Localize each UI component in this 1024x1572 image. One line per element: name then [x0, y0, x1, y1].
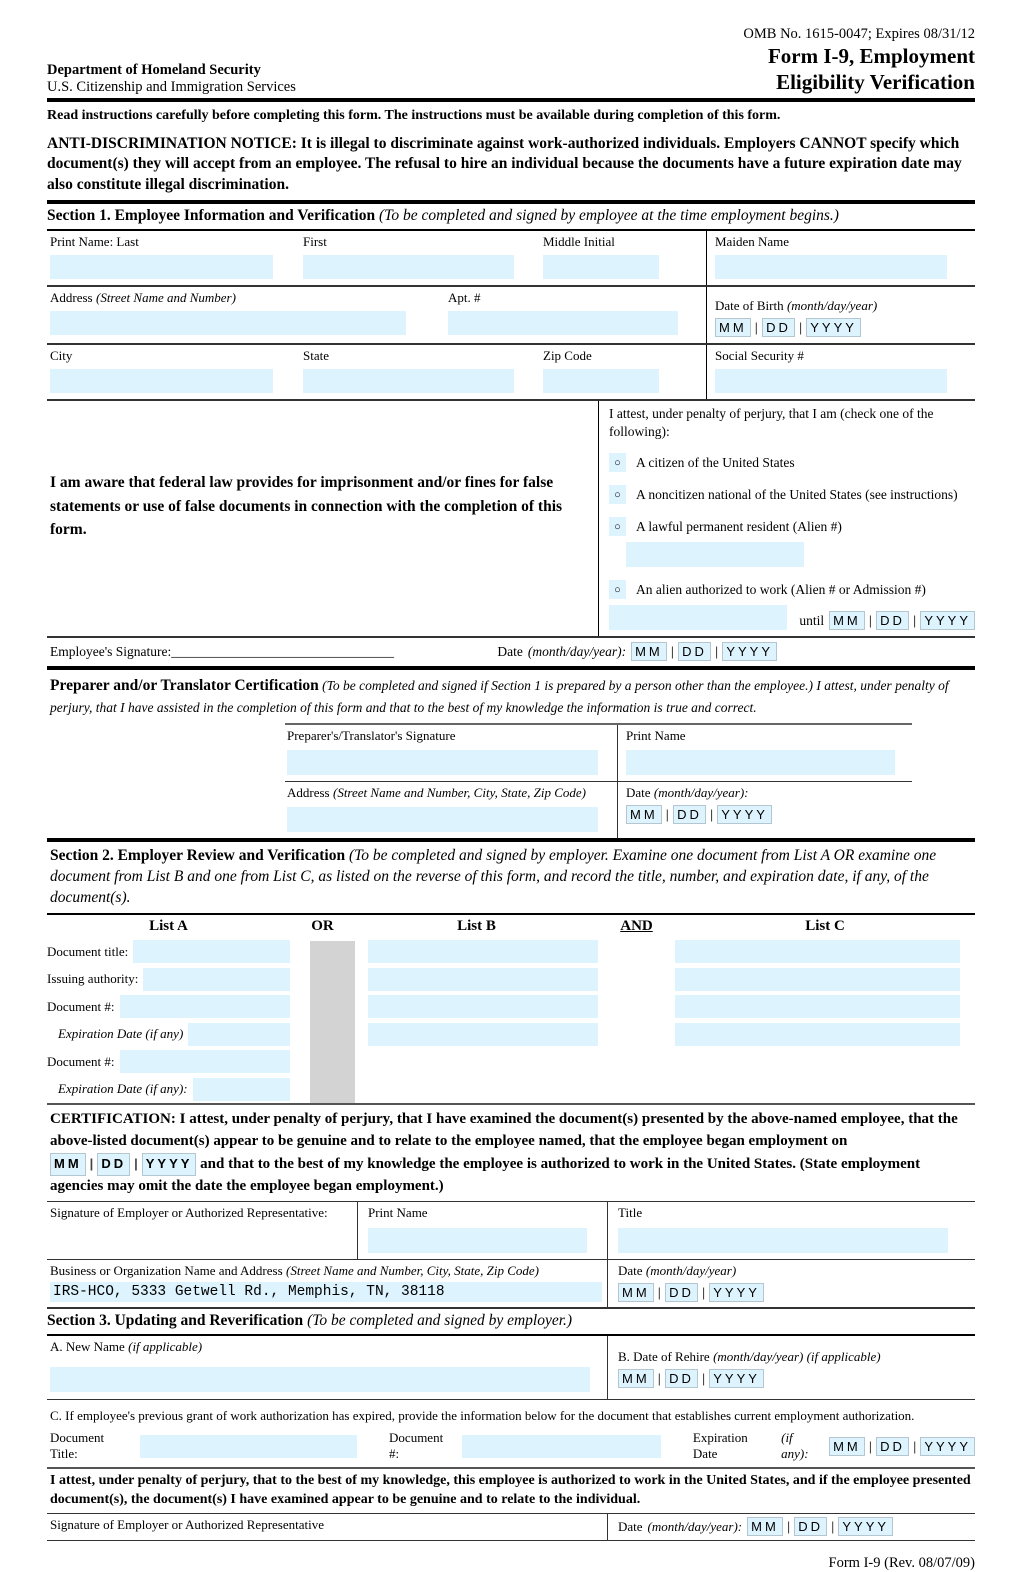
certification-text-1: CERTIFICATION: I attest, under penalty of perjury, that I have examined the document(s) presented by the above-named employee, that the above-listed document(s) appear to be genuine and to relate to the employee named, that the employee began employment on [50, 1111, 958, 1149]
list-b-document-number-field[interactable] [368, 995, 598, 1018]
list-c-document-title-field[interactable] [675, 940, 960, 963]
preparer-date-boxes[interactable]: MM | DD | YYYY [626, 805, 772, 824]
rehire-date-note: (month/day/year) (if applicable) [713, 1349, 881, 1365]
lawful-permanent-resident-radio[interactable]: ○ [609, 517, 626, 536]
address-label: Address [50, 290, 93, 306]
employer-signature-cell[interactable] [47, 1202, 357, 1259]
zip-field[interactable] [543, 369, 659, 393]
list-a-document-number-field[interactable] [120, 995, 290, 1018]
noncitizen-national-radio[interactable]: ○ [609, 485, 626, 504]
preparer-address-label: Address [287, 785, 330, 801]
section3-title-note: (To be completed and signed by employer.) [307, 1312, 573, 1330]
city-label: City [50, 348, 73, 364]
section1-title-note: (To be completed and signed by employee at the time employment begins.) [378, 207, 839, 225]
new-name-cell [47, 1336, 607, 1399]
section3-signature-row [47, 1514, 975, 1541]
attest-intro: I attest, under penalty of perjury, that I am (check one of the following): [609, 406, 934, 439]
and-header: AND [620, 918, 653, 935]
list-a-expiration-date-field[interactable] [188, 1023, 290, 1046]
employer-signature-label: Signature of Employer or Authorized Representative: [50, 1205, 328, 1221]
attestation-block [47, 401, 975, 638]
dob-date-boxes[interactable]: MM | DD | YYYY [715, 318, 861, 337]
state-label: State [303, 348, 329, 364]
middle-initial-label: Middle Initial [543, 234, 615, 250]
expiration-date2-label: Expiration Date (if any): [58, 1081, 188, 1097]
section3-date-label: Date [618, 1518, 643, 1534]
ssn-cell [706, 345, 975, 399]
employment-begin-date-boxes[interactable]: MM | DD | YYYY [50, 1153, 196, 1176]
expiration-date-label: Expiration Date (if any) [58, 1026, 184, 1042]
new-name-note: (if applicable) [128, 1339, 203, 1355]
preparer-address-field[interactable] [287, 807, 598, 832]
preparer-address-note: (Street Name and Number, City, State, Zip Code) [332, 785, 586, 801]
alien-admission-number-field[interactable] [609, 605, 787, 630]
rehire-date-label: B. Date of Rehire [618, 1349, 710, 1365]
section1-title [47, 204, 975, 231]
citizen-radio[interactable]: ○ [609, 453, 626, 472]
citizen-label: A citizen of the United States [636, 454, 795, 470]
list-c-document-number-field[interactable] [675, 995, 960, 1018]
business-name-cell [47, 1260, 607, 1307]
zip-label: Zip Code [543, 348, 592, 364]
rehire-date-cell [607, 1336, 975, 1399]
first-name-field[interactable] [303, 255, 514, 279]
list-c-expiration-date-field[interactable] [675, 1023, 960, 1046]
until-label: until [799, 612, 825, 628]
new-name-label: A. New Name [50, 1339, 125, 1355]
form-header [47, 43, 975, 102]
employee-signature-row [47, 638, 975, 670]
section3-title-text: Section 3. Updating and Reverification [47, 1312, 304, 1330]
list-b-issuing-authority-field[interactable] [368, 968, 598, 991]
last-name-label: Print Name: Last [50, 234, 139, 250]
employee-date-label: Date [497, 643, 523, 659]
exp-date-note: (if any): [781, 1430, 809, 1462]
dob-label-note: (month/day/year) [786, 298, 878, 314]
first-name-cell [300, 231, 540, 285]
doc-number-label: Document #: [389, 1430, 444, 1462]
document-number-row [47, 993, 975, 1021]
document-number2-row [47, 1048, 975, 1076]
work-until-row [609, 605, 975, 630]
federal-law-warning-cell [47, 401, 599, 636]
employer-date-note: (month/day/year) [645, 1263, 737, 1279]
employee-date-note: (month/day/year): [527, 643, 627, 659]
apt-label: Apt. # [448, 290, 481, 306]
preparer-printname-label: Print Name [626, 728, 686, 744]
city-field[interactable] [50, 369, 273, 393]
form-revision-footer: Form I-9 (Rev. 08/07/09) [828, 1555, 975, 1572]
section1-city-row [47, 345, 975, 401]
preparer-printname-field[interactable] [626, 750, 895, 775]
list-header-row [47, 918, 975, 938]
read-instructions-notice: Read instructions carefully before completing this form. The instructions must be available during completion of this form. [47, 107, 781, 123]
section2-title-note: (To be completed and signed by employer. Examine one document from List A OR examine one document from List B and one from List C, as listed on the reverse of this form, and record the title, number, and expiration date, if any, of the document(s). [50, 847, 937, 907]
preparer-address-cell [285, 782, 617, 838]
employer-date-boxes[interactable]: MM | DD | YYYY [618, 1283, 764, 1302]
business-name-note: (Street Name and Number, City, State, Zip Code) [286, 1263, 540, 1279]
middle-initial-field[interactable] [543, 255, 659, 279]
doc-title-label: Document Title: [50, 1430, 105, 1462]
employer-printname-label: Print Name [368, 1205, 428, 1221]
first-name-label: First [303, 234, 327, 250]
document-number2-label: Document #: [47, 1053, 115, 1069]
maiden-name-cell [706, 231, 975, 285]
dob-label: Date of Birth [715, 298, 784, 314]
issuing-authority-row [47, 966, 975, 994]
section1-address-row [47, 287, 975, 345]
last-name-field[interactable] [50, 255, 273, 279]
preparer-date-note: (month/day/year): [653, 785, 749, 801]
form-title-line1: Form I-9, Employment [767, 44, 975, 68]
certification-paragraph [47, 1103, 975, 1201]
business-name-value[interactable]: IRS-HCO, 5333 Getwell Rd., Memphis, TN, 38118 [50, 1282, 602, 1302]
certification-text-2: and that to the best of my knowledge the employee is authorized to work in the United States. (State employment agencies may omit the date the employee began employment.) [50, 1155, 921, 1194]
dob-cell [706, 287, 975, 343]
maiden-name-field[interactable] [715, 255, 947, 279]
preparer-note: (To be completed and signed if Section 1 is prepared by a person other than the employee.) I attest, under penalty of perjury, that I have assisted in the completion of this form and that to the best of my knowledge the information is true and correct. [50, 678, 949, 715]
document-title-row [47, 938, 975, 966]
city-cell [47, 345, 300, 399]
option-noncitizen-national[interactable] [609, 485, 975, 504]
section3-ab-row [47, 1336, 975, 1400]
exp-date-label: Expiration Date [692, 1430, 748, 1462]
agency-block [47, 62, 296, 96]
ssn-label: Social Security # [715, 348, 804, 364]
list-b-header: List B [457, 918, 496, 935]
list-b-document-title-field[interactable] [368, 940, 598, 963]
section3-c-text: C. If employee's previous grant of work authorization has expired, provide the information below for the document that establishes current employment authorization. [50, 1408, 915, 1424]
preparer-table [285, 723, 912, 838]
section3-title [47, 1309, 975, 1336]
zip-cell [540, 345, 706, 399]
address-field[interactable] [50, 311, 406, 335]
employee-signature-date-boxes[interactable]: MM | DD | YYYY [631, 642, 777, 661]
section1-title-text: Section 1. Employee Information and Verification [47, 207, 376, 225]
section2-title [47, 842, 975, 915]
or-header: OR [311, 918, 334, 935]
maiden-name-label: Maiden Name [715, 234, 790, 250]
list-c-header: List C [805, 918, 845, 935]
employer-title-label: Title [618, 1205, 643, 1221]
employer-printname-field[interactable] [368, 1228, 587, 1253]
business-row [47, 1260, 975, 1309]
last-name-cell [47, 231, 300, 285]
employer-title-field[interactable] [618, 1228, 948, 1253]
option-lawful-permanent-resident[interactable] [609, 517, 975, 536]
document-title-label: Document title: [47, 943, 129, 959]
document-lists-table [47, 915, 975, 1103]
preparer-certification-header [47, 670, 975, 723]
doc-title-field[interactable] [140, 1435, 357, 1458]
section2-title-text: Section 2. Employer Review and Verification [50, 847, 346, 865]
list-b-expiration-date-field[interactable] [368, 1023, 598, 1046]
form-title-line2: Eligibility Verification [776, 70, 975, 95]
alien-number-field[interactable] [626, 542, 804, 567]
preparer-printname-cell [617, 725, 912, 781]
address-cell [47, 287, 445, 343]
employer-title-cell [607, 1202, 975, 1259]
section3-signature-label: Signature of Employer or Authorized Representative [50, 1517, 325, 1533]
employer-printname-cell [357, 1202, 607, 1259]
preparer-signature-cell [285, 725, 617, 781]
agency-line1: Department of Homeland Security [47, 61, 261, 78]
until-date-boxes[interactable]: MM | DD | YYYY [829, 611, 975, 630]
list-a-header: List A [149, 918, 188, 935]
preparer-date-cell [617, 782, 912, 838]
alien-authorized-label: An alien authorized to work (Alien # or Admission #) [636, 581, 926, 597]
state-field[interactable] [303, 369, 514, 393]
employer-date-label: Date [618, 1263, 643, 1279]
noncitizen-national-label: A noncitizen national of the United States (see instructions) [636, 486, 958, 502]
anti-discrimination-notice: ANTI-DISCRIMINATION NOTICE: It is illegal to discriminate against work-authorized individuals. Employers CANNOT specify which document(s) they will accept from an employee. The refusal to hire an individual because the documents have a future expiration date may also constitute illegal discrimination. [47, 134, 975, 205]
rehire-date-boxes[interactable]: MM | DD | YYYY [618, 1369, 764, 1388]
form-title [768, 43, 975, 96]
document-number-label: Document #: [47, 998, 115, 1014]
option-citizen[interactable] [609, 453, 975, 472]
address-label-note: (Street Name and Number) [95, 290, 236, 306]
employer-date-cell [607, 1260, 975, 1307]
federal-law-warning: I am aware that federal law provides for imprisonment and/or fines for false statements or use of false documents in connection with the completion of this form. [50, 474, 563, 538]
business-name-label: Business or Organization Name and Address [50, 1263, 283, 1279]
employer-signature-row [47, 1201, 975, 1260]
expiration-date2-row [47, 1076, 975, 1104]
employee-signature-label: Employee's Signature: [50, 643, 172, 659]
preparer-signature-label: Preparer's/Translator's Signature [287, 728, 456, 744]
new-name-field[interactable] [50, 1367, 590, 1392]
section3-date-cell [607, 1514, 975, 1540]
employee-signature-line[interactable]: _________________________________ [171, 643, 395, 659]
section3-date-note: (month/day/year): [647, 1518, 743, 1534]
list-c-issuing-authority-field[interactable] [675, 968, 960, 991]
section3-signature-cell[interactable] [47, 1514, 607, 1540]
exp-date-boxes[interactable]: MM | DD | YYYY [829, 1437, 975, 1456]
preparer-date-label: Date [626, 785, 651, 801]
option-alien-authorized[interactable] [609, 580, 975, 599]
list-a-document-title-field[interactable] [133, 940, 290, 963]
lawful-permanent-resident-label: A lawful permanent resident (Alien #) [636, 518, 842, 534]
preparer-signature-field[interactable] [287, 750, 598, 775]
apt-field[interactable] [448, 311, 678, 335]
list-a-document-number2-field[interactable] [120, 1050, 290, 1073]
issuing-authority-label: Issuing authority: [47, 971, 139, 987]
attestation-options-cell [599, 401, 975, 636]
ssn-field[interactable] [715, 369, 947, 393]
section1-name-row [47, 231, 975, 287]
preparer-row-1 [285, 725, 912, 782]
preparer-row-2 [285, 782, 912, 838]
expiration-date-row [47, 1021, 975, 1049]
section3-date-boxes[interactable]: MM | DD | YYYY [747, 1517, 893, 1536]
apt-cell [445, 287, 706, 343]
omb-number: OMB No. 1615-0047; Expires 08/31/12 [743, 26, 975, 42]
section3-attest-paragraph: I attest, under penalty of perjury, that to the best of my knowledge, this employee is authorized to work in the United States, and if the employee presented document(s), the document(s) I have examined appear to be genuine and to relate to the individual. [47, 1469, 975, 1514]
preparer-title: Preparer and/or Translator Certification [50, 677, 319, 695]
agency-line2: U.S. Citizenship and Immigration Services [47, 78, 296, 95]
list-a-issuing-authority-field[interactable] [143, 968, 290, 991]
list-a-expiration-date2-field[interactable] [193, 1078, 290, 1101]
middle-initial-cell [540, 231, 706, 285]
alien-authorized-radio[interactable]: ○ [609, 580, 626, 599]
doc-number-field[interactable] [462, 1435, 661, 1458]
section3-document-row [47, 1428, 975, 1469]
state-cell [300, 345, 540, 399]
